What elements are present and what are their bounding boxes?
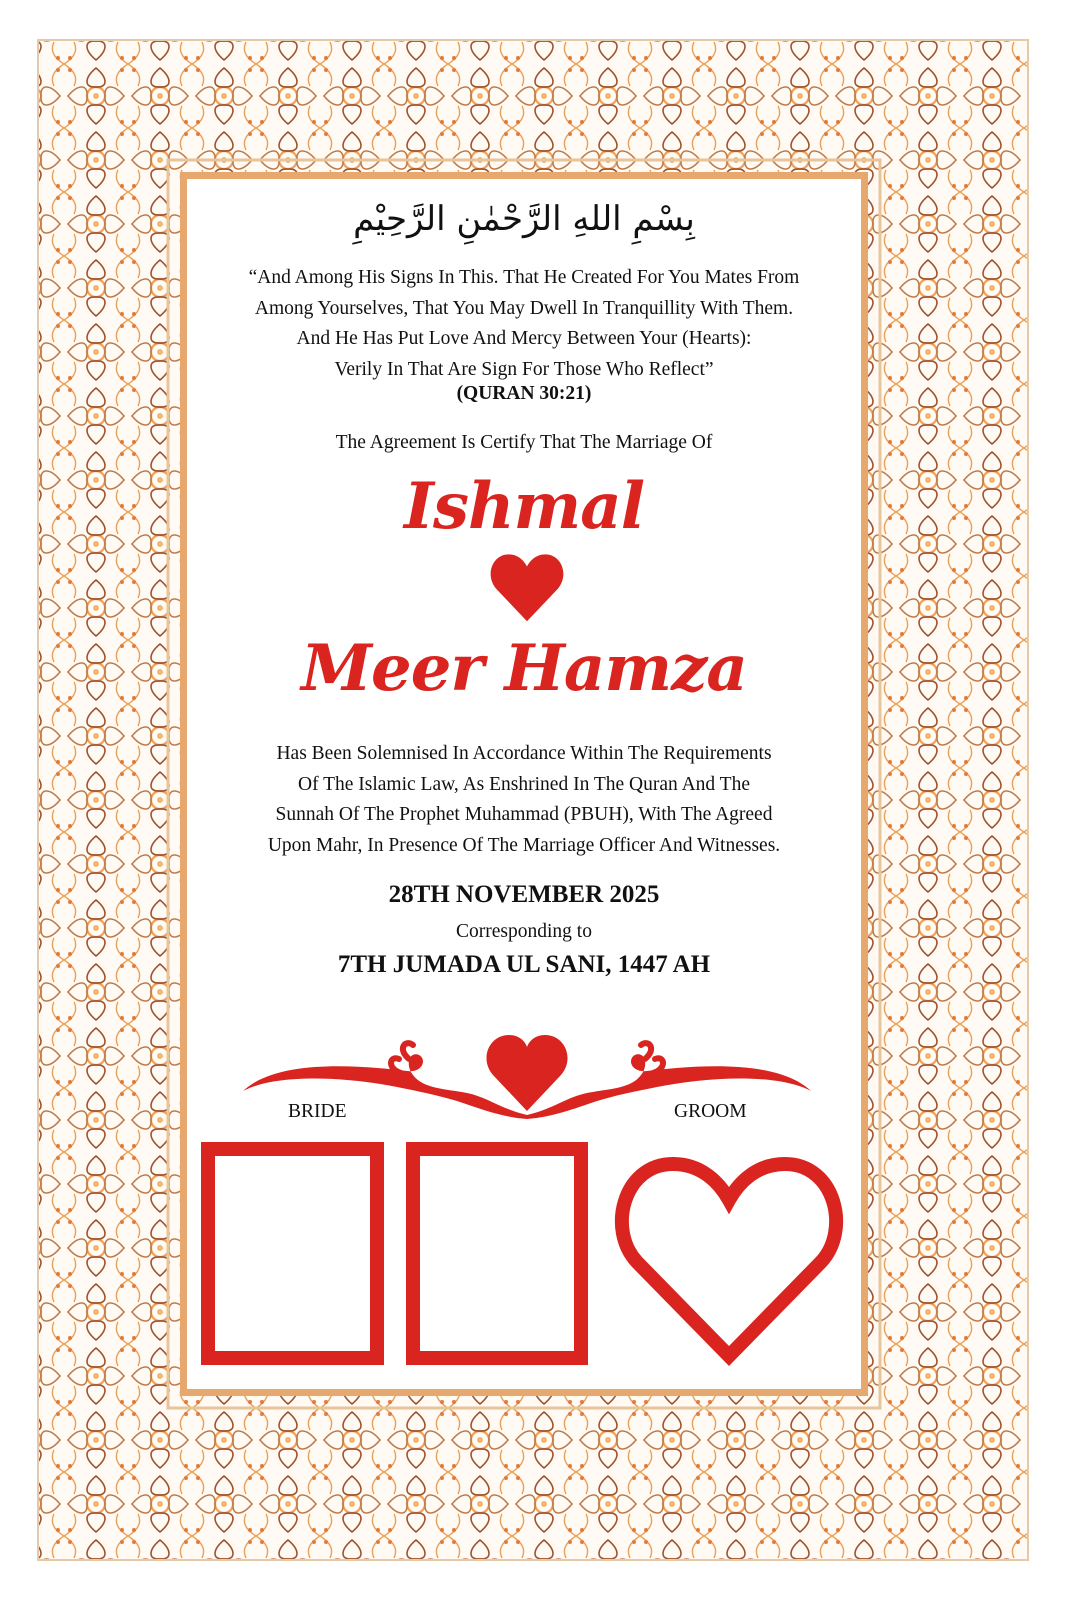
basmala: بِسْمِ اللهِ الرَّحْمٰنِ الرَّحِيْمِ	[353, 199, 695, 239]
bride-label: BRIDE	[288, 1101, 347, 1122]
bride-name: Ishmal	[404, 469, 644, 544]
agreement-line: The Agreement Is Certify That The Marriage Of	[335, 432, 713, 453]
heart-icon	[489, 551, 565, 623]
verse-reference: (QURAN 30:21)	[456, 383, 592, 404]
verse-line: And He Has Put Love And Mercy Between Your (Hearts):	[296, 328, 752, 349]
verse-line: “And Among His Signs In This. That He Created For You Mates From	[248, 267, 800, 288]
gregorian-date: 28TH NOVEMBER 2025	[388, 881, 660, 908]
solemnisation-text	[187, 739, 861, 861]
body-line: Has Been Solemnised In Accordance Within The Requirements	[276, 743, 772, 764]
body-line: Of The Islamic Law, As Enshrined In The Quran And The	[297, 773, 750, 795]
verse-line: Among Yourselves, That You May Dwell In Tranquillity With Them.	[254, 297, 794, 319]
body-line: Upon Mahr, In Presence Of The Marriage Officer And Witnesses.	[267, 834, 781, 856]
heart-frame-icon	[609, 1134, 849, 1374]
hijri-date: 7TH JUMADA UL SANI, 1447 AH	[337, 951, 711, 978]
corresponding-label: Corresponding to	[456, 921, 592, 942]
groom-label: GROOM	[674, 1101, 747, 1122]
quran-verse	[187, 263, 861, 385]
bride-photo-frame	[201, 1142, 384, 1365]
body-line: Sunnah Of The Prophet Muhammad (PBUH), With The Agreed	[275, 804, 773, 825]
certificate-panel	[180, 172, 868, 1396]
groom-name: Meer Hamza	[301, 631, 747, 706]
groom-photo-frame	[406, 1142, 588, 1365]
verse-line: Verily In That Are Sign For Those Who Reflect”	[334, 358, 714, 380]
